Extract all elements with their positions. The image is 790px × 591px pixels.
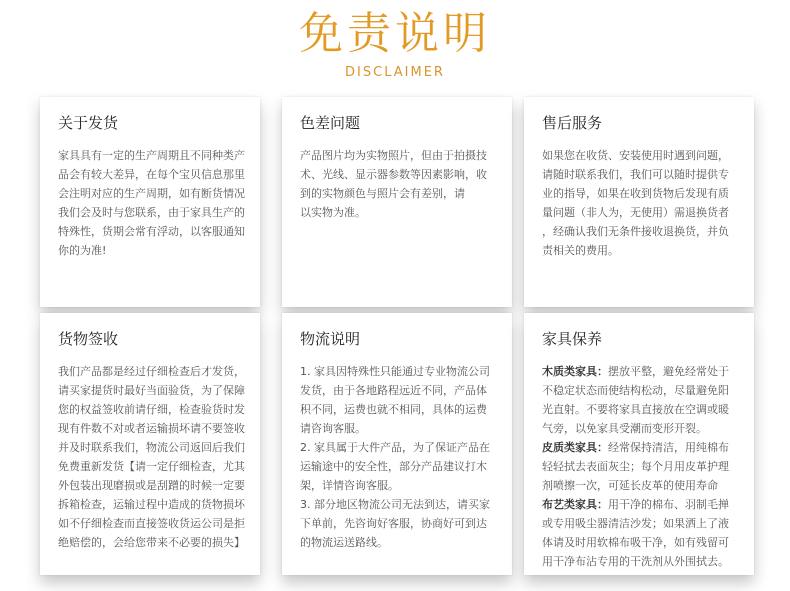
card-title: 色差问题	[300, 114, 361, 132]
maintenance-item-leather	[542, 438, 740, 495]
item-text: 经常保持清洁，用纯棉布 轻轻拭去表面灰尘；每个月用皮革护理 剂喷擦一次，可延长皮革的使用寿命	[542, 441, 729, 492]
card-text: 产品图片均为实物照片，但由于拍摄技 术、光线、显示器参数等因素影响，收 到的实物颜色与照片会有差别，请 以实物为准。	[300, 149, 487, 219]
card-text: 1. 家具因特殊性只能通过专业物流公司 发货，由于各地路程远近不同，产品体 积不同，运费也就不相同，具体的运费 请咨询客服。	[300, 365, 490, 435]
item-label: 木质类家具：	[542, 365, 608, 378]
card-title: 物流说明	[300, 330, 361, 348]
card-after-sales	[524, 97, 754, 307]
item-text: 摆放平整，避免经常处于 不稳定状态而使结构松动，尽量避免阳 光直射。不要将家具直接放在空调或暖 气旁，以免家具受潮而变形开裂。	[542, 365, 729, 435]
page-subtitle: DISCLAIMER	[345, 65, 445, 80]
item-label: 皮质类家具：	[542, 441, 608, 454]
card-text: 如果您在收货、安装使用时遇到问题， 请随时联系我们，我们可以随时提供专 业的指导，如果在收到货物后发现有质 量问题（非人为，无使用）需退换货者 ，经确认我们无条件接收退换货，并负 责相关的费用。	[542, 149, 729, 257]
card-shipping	[40, 97, 260, 307]
card-text: 2. 家具属于大件产品，为了保证产品在 运输途中的安全性，部分产品建议打木 架，详情咨询客服。	[300, 441, 490, 492]
card-receipt	[40, 313, 260, 575]
card-text: 3. 部分地区物流公司无法到达，请买家 下单前，先咨询好客服，协商好可到达 的物流运送路线。	[300, 498, 490, 549]
item-text: 用干净的棉布、羽制毛掸 或专用吸尘器清洁沙发；如果洒上了液 体请及时用软棉布吸干净，如有残留可 用干净布沾专用的干洗剂从外围拭去。	[542, 498, 729, 568]
card-title: 关于发货	[58, 114, 119, 132]
card-maintenance	[524, 313, 754, 575]
page-title: 免责说明	[299, 8, 491, 59]
maintenance-item-fabric	[542, 495, 740, 571]
card-title: 家具保养	[542, 330, 603, 348]
card-color-difference	[282, 97, 512, 307]
card-text: 我们产品都是经过仔细检查后才发货， 请买家提货时最好当面验货，为了保障 您的权益签收前请仔细，检查验货时发 现有件数不对或者运输损坏请不要签收 并及时联系我们，物流公司返回后我们 免费重新发货【请一定仔细检查，尤其 外包装出现磨损或是刮蹭的时候一定要 拆箱检查，运输过程中造成的货物损坏 如不仔细检查而直接签收货运公司是拒 绝赔偿的，会给您带来不必要的损失】	[58, 365, 245, 549]
card-title: 售后服务	[542, 114, 603, 132]
card-title: 货物签收	[58, 330, 119, 348]
card-logistics	[282, 313, 512, 575]
card-text: 家具具有一定的生产周期且不同种类产 品会有较大差异，在每个宝贝信息那里 会注明对应的生产周期，如有断货情况 我们会及时与您联系，由于家具生产的 特殊性，货期会常有浮动，以客服通知 你的为准!	[58, 149, 245, 257]
maintenance-item-wood	[542, 362, 740, 438]
item-label: 布艺类家具：	[542, 498, 608, 511]
